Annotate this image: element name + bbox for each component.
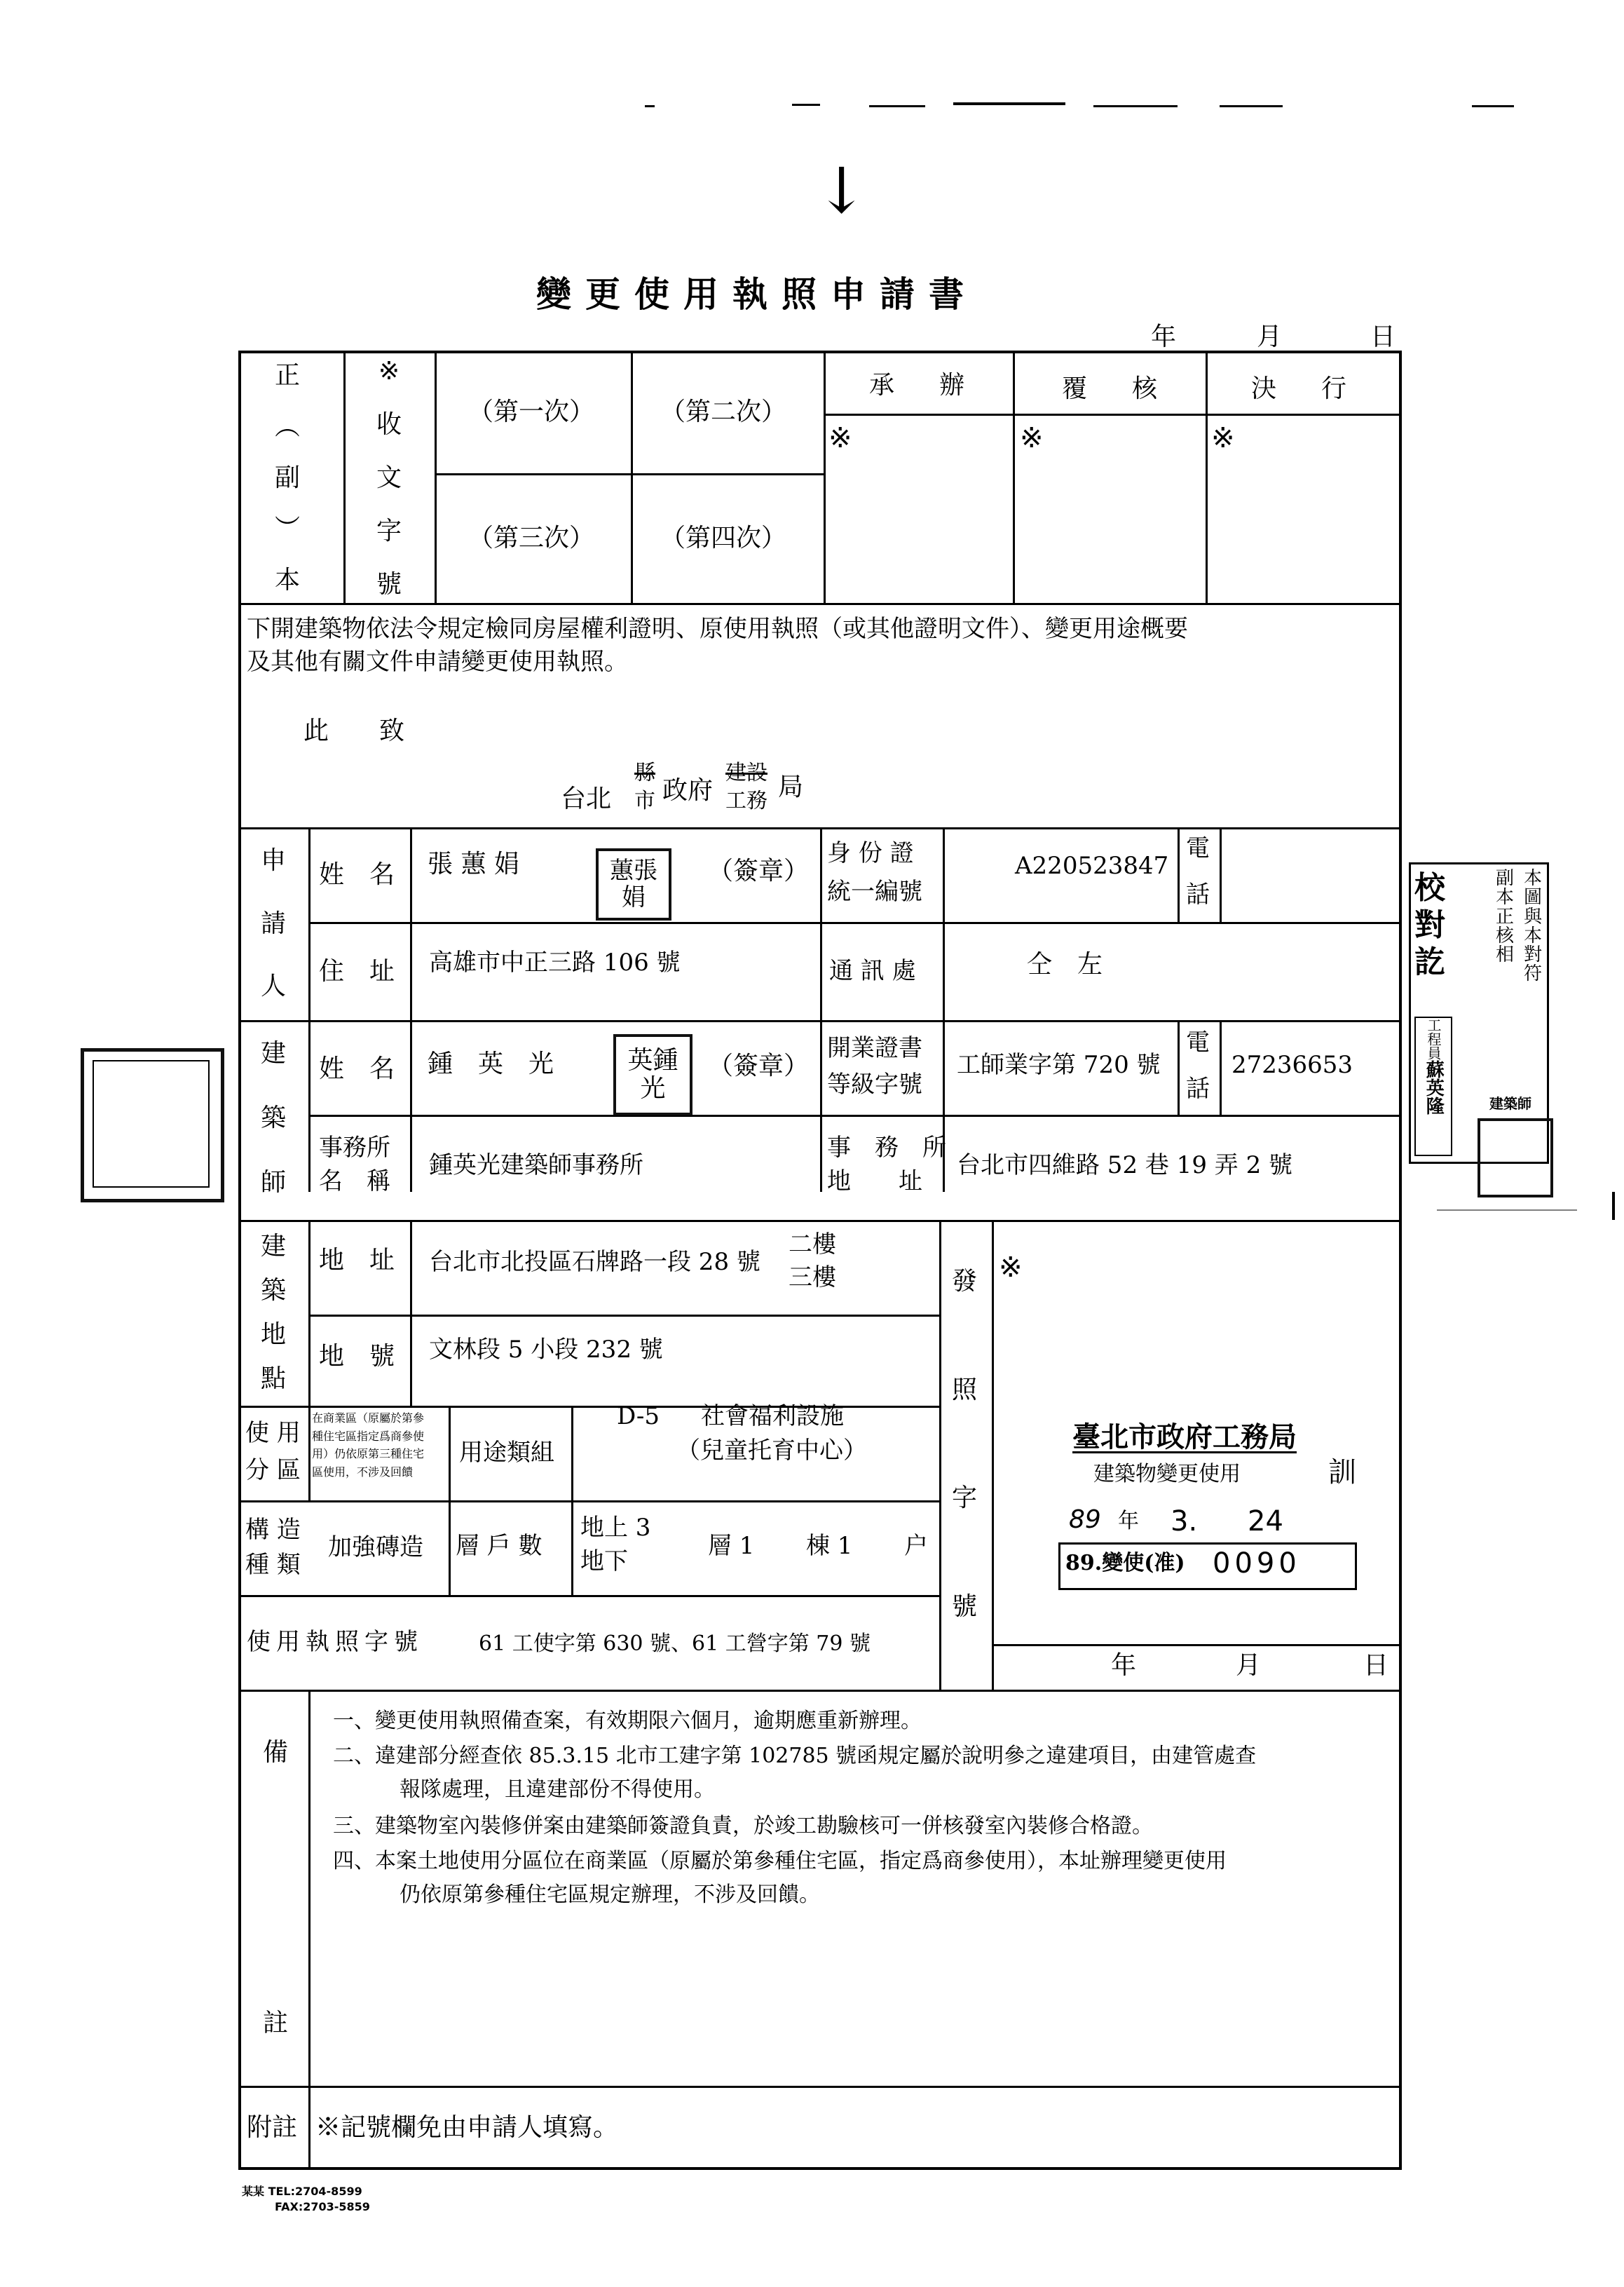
grid-line — [410, 1220, 412, 1406]
stamp-year: 89 — [1069, 1505, 1101, 1534]
architect-license-label-1: 開業證書 — [827, 1034, 922, 1062]
grid-line — [308, 1220, 311, 1406]
applicant-seal — [596, 848, 671, 921]
footer-fax: FAX:2703-5859 — [275, 2200, 370, 2213]
receipt-label-char: 收 — [376, 410, 402, 439]
copy-label-char: 本 — [275, 566, 301, 595]
reviewer-header: 覆 核 — [1062, 374, 1168, 403]
grid-line — [238, 603, 1402, 605]
zoning-note-line: 區使用，不涉及回饋 — [312, 1465, 414, 1479]
issue-label-char: 號 — [952, 1592, 978, 1621]
copy-char: 圖 — [1523, 887, 1542, 909]
grid-line — [308, 1315, 939, 1317]
grid-line — [238, 1595, 939, 1597]
note-item: 報隊處理，且違建部份不得使用。 — [400, 1777, 715, 1802]
permit-label: 使用執照字號 — [247, 1628, 423, 1656]
issue-date-month: 月 — [1236, 1651, 1262, 1680]
applicant-address-label: 住 址 — [319, 957, 395, 986]
grid-line — [308, 1115, 1402, 1117]
notes-label-2: 註 — [263, 2009, 289, 2037]
seal-text: 娟 — [622, 883, 646, 911]
appendix-text: ※記號欄免由申請人填寫。 — [315, 2113, 619, 2142]
site-section-char: 點 — [261, 1364, 287, 1393]
architect-phone-label — [1186, 1031, 1210, 1101]
applicant-section-char: 人 — [261, 972, 287, 1000]
applicant-id: A220523847 — [1015, 852, 1169, 880]
architect-office-address: 台北市四維路 52 巷 19 弄 2 號 — [957, 1151, 1293, 1179]
architect-license-label-2: 等級字號 — [827, 1071, 922, 1099]
stamp-line-1: 臺北市政府工務局 — [1072, 1420, 1297, 1453]
receipt-label-char: ※ — [378, 357, 400, 386]
structure-label-2: 種 類 — [245, 1551, 301, 1579]
grid-line — [308, 1406, 311, 1500]
structure-label-1: 構 造 — [245, 1516, 301, 1544]
grid-line — [992, 1220, 994, 1690]
recipient-prefix: 台北 — [561, 785, 612, 813]
grid-line — [435, 351, 437, 603]
seal-text: 光 — [640, 1074, 666, 1103]
copy-char: 與 — [1523, 906, 1542, 928]
issue-mark: ※ — [999, 1251, 1023, 1284]
architect-name-label: 姓 名 — [319, 1054, 395, 1083]
check-char: 校 — [1414, 870, 1445, 906]
copy-label-char: ︶ — [275, 515, 301, 543]
architect-label-box — [1475, 1092, 1545, 1113]
arrow-down-icon: ↓ — [815, 154, 868, 228]
handler-mark: ※ — [828, 422, 852, 454]
receipt-label-char: 號 — [376, 570, 402, 599]
zoning-note — [312, 1409, 449, 1481]
usage-group-name: 社會福利設施 — [701, 1402, 844, 1430]
architect-office-label-2: 名 稱 — [319, 1167, 390, 1195]
applicant-id-label-1: 身 份 證 — [827, 839, 914, 867]
reviewer-mark: ※ — [1020, 422, 1044, 454]
architect-phone: 27236653 — [1231, 1051, 1353, 1079]
grid-line — [1206, 351, 1208, 603]
recipient-dept: 工務 — [725, 789, 767, 813]
receipt-number-label — [376, 359, 402, 597]
note-item: 一、變更使用執照備查案，有效期限六個月，逾期應重新辦理。 — [333, 1709, 922, 1733]
grid-line — [238, 1690, 1402, 1692]
structure-layer: 層 1 — [708, 1532, 755, 1560]
copy-text-col — [1486, 869, 1542, 984]
copy-char: 符 — [1523, 963, 1542, 985]
side-check-stamp — [1409, 862, 1549, 1199]
round-3-label: （第三次） — [468, 524, 595, 552]
grid-line — [238, 2086, 1402, 2088]
site-floor-1: 二樓 — [789, 1230, 836, 1258]
recipient-suffix: 局 — [778, 773, 804, 801]
usage-group-label: 用途類組 — [459, 1439, 554, 1467]
applicant-name: 張 蕙 娟 — [428, 850, 519, 878]
copy-char: 相 — [1495, 944, 1514, 966]
architect-office-address-label-2: 地 址 — [827, 1167, 922, 1195]
round-4-label: （第四次） — [660, 524, 787, 552]
grid-line — [1178, 827, 1180, 922]
scan-noise — [869, 105, 925, 107]
architect-stamp-label: 建築師 — [1489, 1095, 1531, 1112]
approver-mark: ※ — [1211, 422, 1235, 454]
grid-line — [1013, 351, 1015, 603]
copy-char: 本 — [1495, 887, 1514, 909]
grid-line — [343, 351, 346, 603]
salutation: 此 致 — [303, 717, 405, 745]
receipt-label-char: 文 — [376, 463, 402, 492]
note-item: 三、建築物室內裝修併案由建築師簽證負責，於竣工勘驗核可一併核發室內裝修合格證。 — [333, 1814, 1153, 1838]
architect-office-address-label-1: 事 務 所 — [827, 1134, 946, 1162]
zoning-note-line: 用）仍依原第三種住宅 — [312, 1447, 425, 1461]
structure-below: 地下 — [580, 1547, 628, 1575]
issue-label-char: 發 — [952, 1267, 978, 1296]
copy-label-char: ︵ — [275, 412, 301, 441]
grid-line — [1220, 1020, 1222, 1115]
site-address-label: 地 址 — [319, 1246, 395, 1275]
round-1-label: （第一次） — [468, 398, 595, 426]
footer-tel: 某某 TEL:2704-8599 — [242, 2185, 362, 2198]
copy-label-char: 正 — [275, 361, 301, 390]
date-day-label: 日 — [1370, 323, 1396, 351]
copy-label — [275, 363, 300, 593]
issue-date-year: 年 — [1111, 1651, 1137, 1680]
intro-text-line-2: 及其他有關文件申請變更使用執照。 — [247, 648, 628, 676]
applicant-section-char: 申 — [261, 846, 287, 875]
zoning-label-1: 使 用 — [245, 1419, 301, 1447]
check-label — [1414, 870, 1445, 980]
stamp-day: 24 — [1248, 1505, 1283, 1538]
applicant-name-label: 姓 名 — [319, 860, 395, 889]
check-char: 對 — [1414, 907, 1445, 943]
page-title: 變更使用執照申請書 — [536, 273, 978, 315]
issue-stamp — [1051, 1416, 1367, 1602]
intro-text-line-1: 下開建築物依法令規定檢同房屋權利證明、原使用執照（或其他證明文件）、變更用途概要 — [247, 615, 1188, 643]
architect-section-char: 建 — [261, 1039, 287, 1068]
recipient-city: 市 — [634, 789, 655, 813]
approver-header: 決 行 — [1251, 374, 1357, 403]
copy-char: 正 — [1495, 906, 1514, 928]
structure-type: 加強磚造 — [328, 1533, 423, 1561]
issue-label-char: 照 — [952, 1375, 978, 1404]
stamp-year-unit: 年 — [1118, 1509, 1139, 1533]
scan-noise — [1093, 105, 1178, 107]
grid-line — [435, 473, 824, 475]
phone-label-char: 電 — [1186, 1029, 1210, 1057]
grid-line — [1220, 827, 1222, 922]
check-char: 訖 — [1414, 944, 1445, 980]
architect-seal — [613, 1034, 692, 1115]
applicant-address: 高雄市中正三路 106 號 — [429, 949, 681, 977]
architect-sign-label: （簽章） — [708, 1052, 810, 1080]
grid-line — [1178, 1020, 1180, 1115]
recipient-dept-struck: 建設 — [725, 761, 767, 785]
phone-label-char: 電 — [1186, 834, 1210, 862]
site-section-char: 建 — [261, 1232, 287, 1261]
zoning-note-line: 種住宅區指定爲商參使 — [312, 1429, 425, 1443]
appendix-label: 附註 — [247, 2113, 298, 2142]
recipient-county-struck: 縣 — [634, 761, 655, 785]
engineer-name: 蘇英隆 — [1423, 1060, 1445, 1115]
structure-floors-label: 層 戶 數 — [456, 1532, 543, 1560]
site-lot: 文林段 5 小段 232 號 — [429, 1336, 663, 1364]
site-section-char: 築 — [261, 1276, 287, 1305]
applicant-section-label — [261, 848, 286, 999]
issue-label-char: 字 — [952, 1484, 978, 1513]
scan-noise — [1612, 1192, 1615, 1220]
architect-section-char: 築 — [261, 1104, 287, 1132]
date-year-label: 年 — [1151, 323, 1177, 351]
architect-license: 工師業字第 720 號 — [957, 1051, 1161, 1079]
round-2-label: （第二次） — [660, 398, 787, 426]
architect-name: 鍾 英 光 — [428, 1050, 554, 1078]
applicant-section-char: 請 — [261, 909, 287, 938]
scan-noise — [953, 102, 1065, 105]
grid-line — [308, 922, 1402, 924]
recipient-gov: 政府 — [662, 776, 714, 805]
grid-line — [631, 351, 633, 603]
scan-noise — [1437, 1209, 1577, 1211]
copy-char: 對 — [1523, 944, 1542, 966]
grid-line — [410, 827, 412, 1192]
note-item: 四、本案土地使用分區位在商業區（原屬於第參種住宅區，指定爲商參使用），本址辦理變更使用 — [333, 1849, 1227, 1873]
permit-number: 61 工使字第 630 號、61 工營字第 79 號 — [479, 1631, 871, 1656]
structure-above: 地上 3 — [580, 1514, 651, 1542]
zoning-note-line: 在商業區（原屬於第參 — [312, 1411, 425, 1425]
grid-line — [939, 1220, 941, 1690]
scan-noise — [645, 105, 655, 107]
grid-line — [992, 1644, 1402, 1646]
stamp-side: 訓 — [1328, 1456, 1356, 1488]
grid-line — [238, 1500, 939, 1502]
grid-line — [238, 1020, 1402, 1022]
usage-group-desc: （兒童托育中心） — [676, 1437, 867, 1465]
applicant-phone-label — [1186, 836, 1210, 907]
applicant-sign-label: （簽章） — [708, 857, 810, 885]
phone-label-char: 話 — [1186, 1075, 1210, 1103]
stamp-frame — [1058, 1542, 1357, 1590]
seal-text: 英鍾 — [627, 1046, 678, 1075]
architect-office-name: 鍾英光建築師事務所 — [429, 1151, 643, 1179]
structure-building: 棟 1 — [806, 1532, 853, 1560]
site-lot-label: 地 號 — [319, 1342, 395, 1371]
site-address: 台北市北投區石牌路一段 28 號 — [429, 1248, 760, 1276]
note-item: 二、違建部分經查依 85.3.15 北市工建字第 102785 號函規定屬於說明參之違建項目，由建管處查 — [333, 1744, 1257, 1768]
applicant-contact: 仝 左 — [1027, 950, 1103, 979]
side-architect-seal — [1478, 1118, 1553, 1197]
phone-label-char: 話 — [1186, 881, 1210, 909]
stamp-number: 0090 — [1213, 1547, 1301, 1580]
stamp-line-2: 建築物變更使用 — [1093, 1462, 1241, 1486]
scan-noise — [1220, 105, 1283, 107]
engineer-box — [1414, 1017, 1452, 1156]
stamp-month: 3. — [1171, 1505, 1198, 1538]
applicant-id-label-2: 統一編號 — [827, 878, 922, 906]
margin-seal-left — [81, 1048, 224, 1202]
issue-date-day: 日 — [1363, 1651, 1389, 1680]
copy-char: 副 — [1495, 868, 1514, 889]
architect-section-char: 師 — [261, 1168, 287, 1197]
grid-line — [308, 827, 311, 1192]
architect-office-label-1: 事務所 — [319, 1134, 390, 1162]
engineer-label: 工程員 — [1425, 1018, 1442, 1060]
site-section-char: 地 — [261, 1320, 287, 1349]
handler-header: 承 辦 — [869, 371, 975, 400]
site-floor-2: 三樓 — [789, 1263, 836, 1291]
usage-group-code: D-5 — [617, 1402, 660, 1430]
copy-char: 本 — [1523, 868, 1542, 889]
copy-char: 本 — [1523, 925, 1542, 946]
scan-noise — [792, 104, 820, 106]
structure-household: 户 — [904, 1532, 928, 1560]
date-month-label: 月 — [1257, 323, 1283, 351]
copy-char: 核 — [1495, 925, 1514, 946]
grid-line — [820, 827, 822, 1192]
stamp-line-4: 89.變使(准) — [1065, 1551, 1185, 1575]
site-section-label — [261, 1234, 286, 1392]
notes-label-1: 備 — [263, 1738, 289, 1767]
grid-line — [238, 1220, 1402, 1222]
applicant-contact-label: 通 訊 處 — [829, 957, 916, 985]
grid-line — [824, 414, 1402, 416]
issue-label — [952, 1269, 977, 1620]
grid-line — [824, 351, 826, 603]
note-item: 仍依原第參種住宅區規定辦理，不涉及回饋。 — [400, 1882, 820, 1907]
seal-text: 蕙張 — [610, 857, 657, 885]
grid-line — [308, 1690, 311, 2170]
receipt-label-char: 字 — [376, 517, 402, 545]
seal-inner-frame — [93, 1060, 210, 1188]
scan-noise — [1472, 105, 1514, 107]
copy-label-char: 副 — [275, 463, 301, 492]
zoning-label-2: 分 區 — [245, 1456, 301, 1484]
architect-section-label — [261, 1041, 286, 1195]
